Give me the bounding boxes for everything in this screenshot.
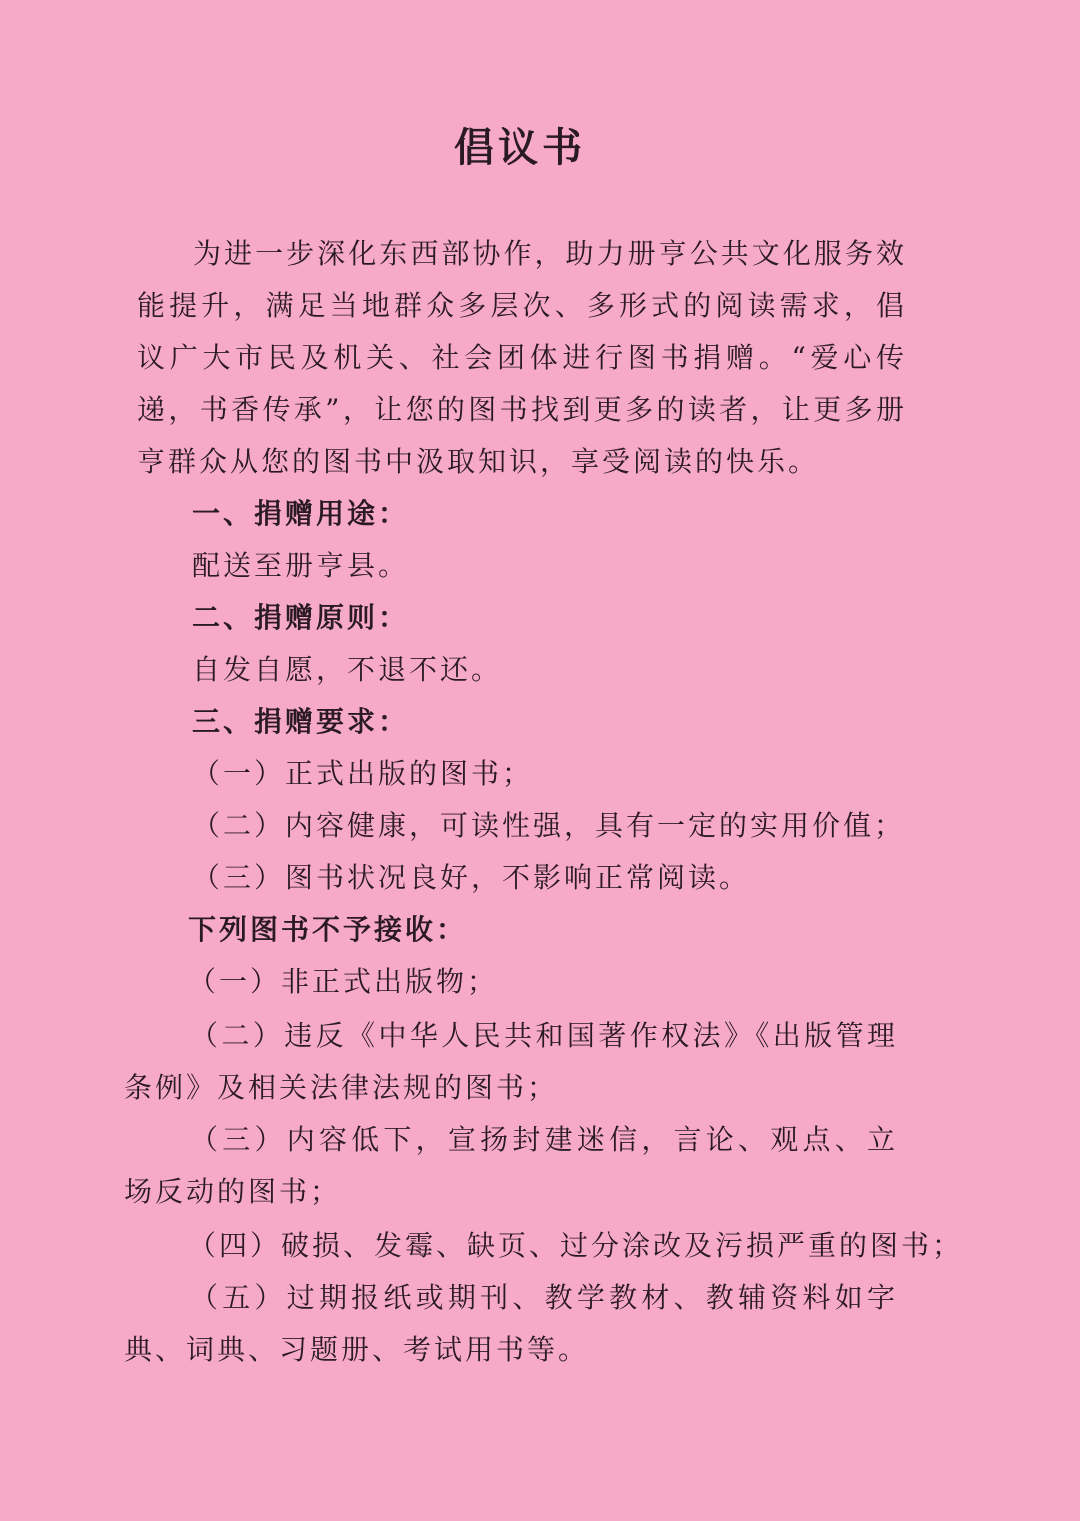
requirement-item-3: （三）图书状况良好，不影响正常阅读。: [192, 861, 751, 894]
rejected-heading: 下列图书不予接收：: [188, 913, 468, 946]
intro-paragraph: 为进一步深化东西部协作，助力册亨公共文化服务效能提升，满足当地群众多层次、多形式的阅读需求，倡议广大市民及机关、社会团体进行图书捐赠。“爱心传递，书香传承”，让您的图书找到更多的读者，让更多册亨群众从您的图书中汲取知识，享受阅读的快乐。: [137, 237, 907, 478]
section-body-usage: 配送至册亨县。: [192, 549, 410, 582]
document-title: 倡议书: [454, 124, 586, 171]
rejected-item-5: （五）过期报纸或期刊、教学教材、教辅资料如字典、词典、习题册、考试用书等。: [124, 1281, 898, 1366]
rejected-item-2: （二）违反《中华人民共和国著作权法》《出版管理条例》及相关法律法规的图书；: [124, 1019, 898, 1104]
rejected-item-4: （四）破损、发霉、缺页、过分涂改及污损严重的图书；: [188, 1229, 964, 1262]
rejected-item-1: （一）非正式出版物；: [188, 965, 499, 998]
section-heading-principle: 二、捐赠原则：: [192, 601, 410, 634]
section-heading-usage: 一、捐赠用途：: [192, 497, 410, 530]
requirement-item-2: （二）内容健康，可读性强，具有一定的实用价值；: [192, 809, 906, 842]
section-body-principle: 自发自愿，不退不还。: [192, 653, 503, 686]
requirement-item-1: （一）正式出版的图书；: [192, 757, 534, 790]
section-heading-requirements: 三、捐赠要求：: [192, 705, 410, 738]
rejected-item-3: （三）内容低下，宣扬封建迷信，言论、观点、立场反动的图书；: [124, 1123, 898, 1208]
